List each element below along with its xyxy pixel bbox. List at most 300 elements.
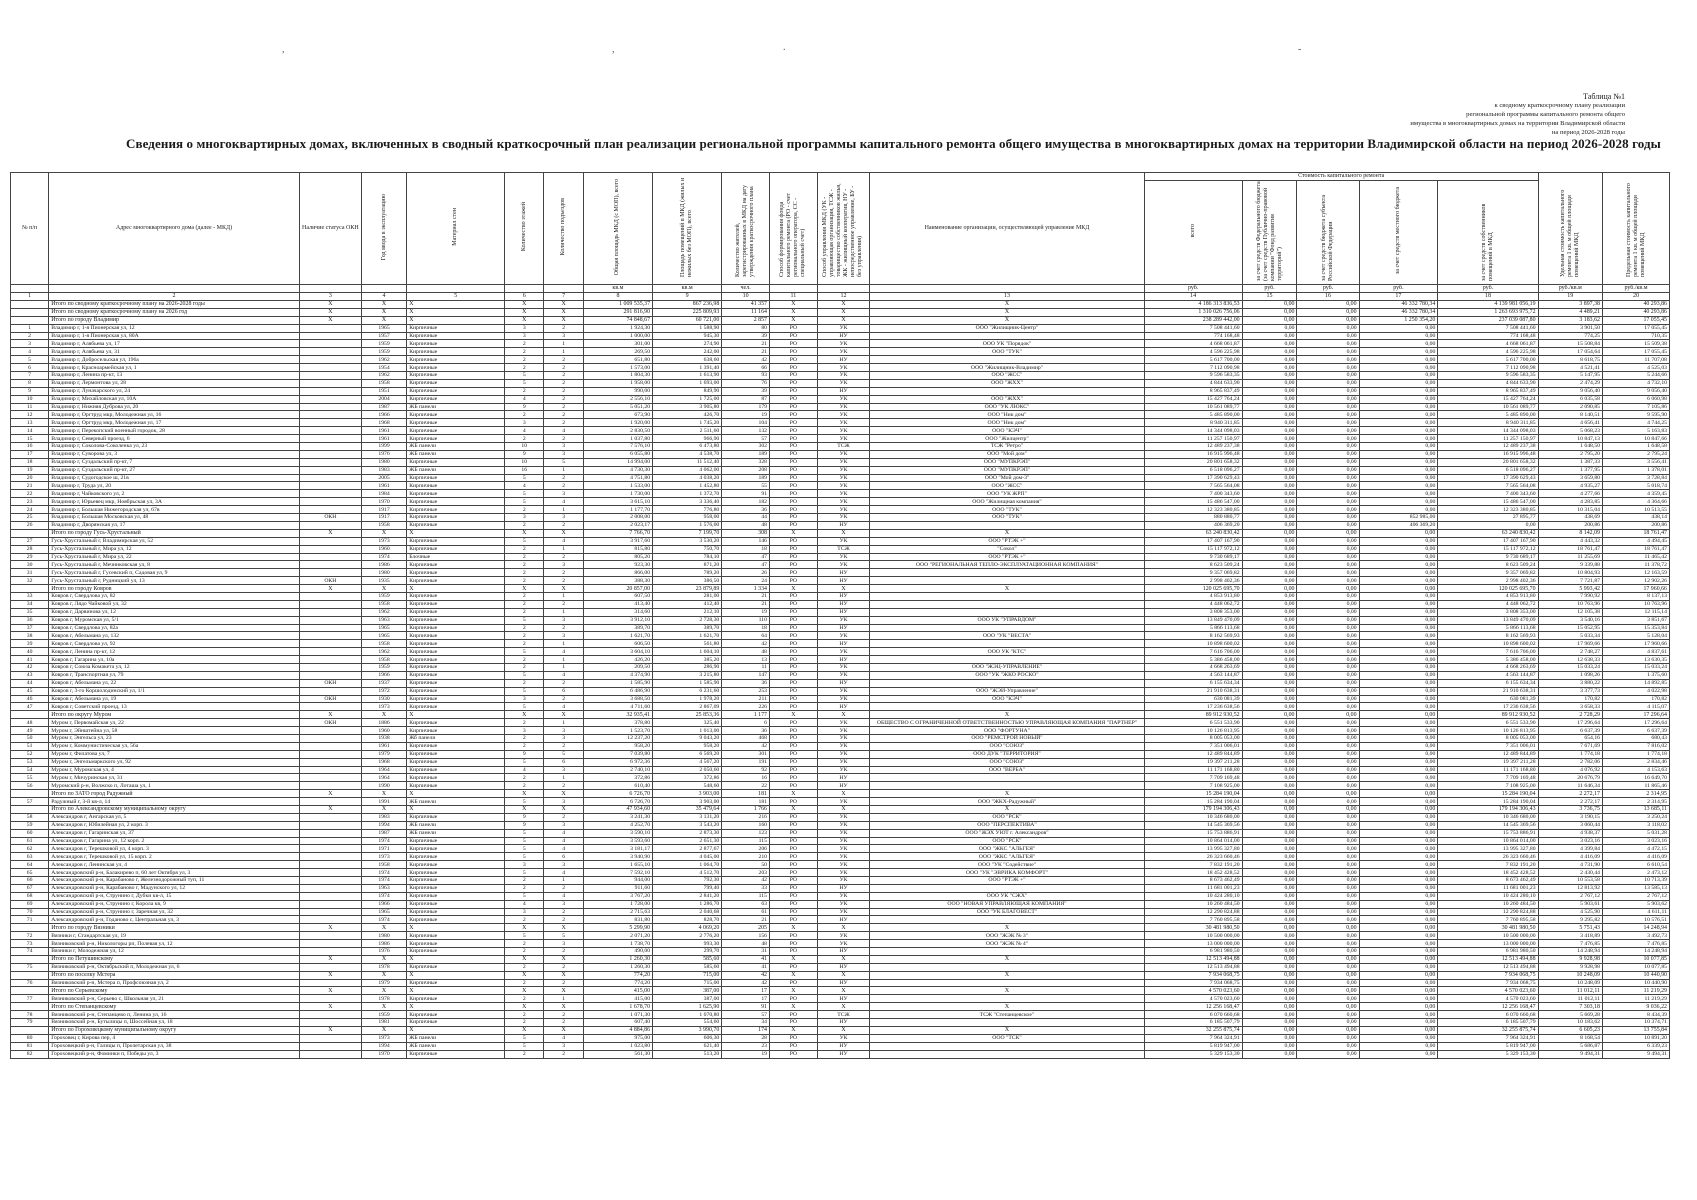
table-cell: 0,00 [1297, 1019, 1359, 1027]
table-cell: 4 045,00 [653, 853, 722, 861]
table-cell [11, 316, 49, 324]
table-cell: 4 512,70 [653, 869, 722, 877]
table-cell: 179 194 306,43 [1144, 806, 1242, 814]
table-cell: 0,00 [1297, 608, 1359, 616]
table-cell: 156 [722, 932, 770, 940]
table-cell: НУ [817, 703, 870, 711]
table-cell: РО [770, 782, 818, 790]
table-cell: 1958 [361, 521, 406, 529]
table-cell: РО [770, 948, 818, 956]
table-cell: 0,00 [1242, 545, 1297, 553]
table-cell [299, 916, 361, 924]
table-cell: 6 155 634,34 [1438, 679, 1538, 687]
table-cell: 12 513 494,88 [1438, 963, 1538, 971]
table-cell: 2 430,44 [1538, 869, 1602, 877]
table-cell: Ковров г, Абельмана ул, 132 [49, 632, 300, 640]
table-cell: ООО "УК "ЭВРИКА КОМФОРТ" [870, 869, 1145, 877]
subtotal-row [11, 711, 1670, 719]
table-cell: УК [817, 663, 870, 671]
table-cell: 23 [11, 498, 49, 506]
table-cell: 5 [505, 474, 544, 482]
table-row [11, 482, 1670, 490]
table-cell: 0,00 [1242, 853, 1297, 861]
table-cell: Итого по Александровскому муниципальному округу [49, 806, 300, 814]
table-cell: 7 721,87 [1538, 577, 1602, 585]
table-cell: 225 809,93 [653, 308, 722, 316]
table-cell: 5 128,04 [1603, 632, 1670, 640]
table-cell: 0,00 [1297, 458, 1359, 466]
table-cell: 1966 [361, 900, 406, 908]
table-cell: Муром г, Энгельса ул, 23 [49, 734, 300, 742]
table-cell: ООО "ЖЭЦ-УПРАВЛЕНИЕ" [870, 663, 1145, 671]
table-cell: Владимир г, Ленина пр-кт, 13 [49, 372, 300, 380]
table-cell: 2 [505, 916, 544, 924]
table-cell: Итого по городу Владимир [49, 316, 300, 324]
table-cell: 6 055,80 [583, 450, 652, 458]
table-cell: 5 [505, 758, 544, 766]
table-cell: 607,50 [583, 592, 652, 600]
table-cell: 0,00 [1297, 656, 1359, 664]
table-cell: 1 745,20 [653, 419, 722, 427]
table-cell: РО [770, 1042, 818, 1050]
table-cell: Итого по городу Гусь-Хрустальный [49, 529, 300, 537]
table-cell: 3 060,44 [1538, 821, 1602, 829]
table-cell: 0,00 [1297, 537, 1359, 545]
table-cell: 10 346 680,00 [1144, 813, 1242, 821]
table-cell: Владимир г, Чайковского ул, 2 [49, 490, 300, 498]
table-cell: 15 486 547,00 [1144, 498, 1242, 506]
table-cell: ООО УК "СЖХ" [870, 892, 1145, 900]
table-cell: 0,00 [1242, 482, 1297, 490]
table-cell: 0,00 [1359, 443, 1438, 451]
table-cell: РО [770, 813, 818, 821]
table-cell: 5 068,23 [1538, 427, 1602, 435]
table-cell: РО [770, 679, 818, 687]
table-cell: 76 [11, 979, 49, 987]
table-cell: 36 [11, 616, 49, 624]
table-cell: X [361, 924, 406, 932]
table-cell: 146 [722, 537, 770, 545]
table-cell: 828,70 [653, 916, 722, 924]
table-cell: 0,00 [1438, 521, 1538, 529]
table-cell: 14 248,94 [1603, 924, 1670, 932]
ref-line: имущества в многоквартирных домах на территории Владимирской области [1410, 120, 1625, 127]
table-cell: 10 576,51 [1603, 916, 1670, 924]
table-row [11, 861, 1670, 869]
table-cell [299, 758, 361, 766]
table-cell: X [770, 301, 818, 309]
table-cell: X [770, 316, 818, 324]
table-cell: 21 910 638,31 [1438, 687, 1538, 695]
table-cell: 0,00 [1297, 758, 1359, 766]
table-cell: 274,90 [653, 340, 722, 348]
table-cell [299, 340, 361, 348]
table-cell: 7 508 441,60 [1438, 324, 1538, 332]
table-cell: 25 853,36 [653, 711, 722, 719]
table-cell [870, 782, 1145, 790]
table-cell: 1 585,90 [653, 679, 722, 687]
table-cell: 0,00 [1359, 955, 1438, 963]
table-cell: 0,00 [1359, 348, 1438, 356]
subtotal-row [11, 301, 1670, 309]
table-cell: 17 960,66 [1603, 585, 1670, 593]
table-cell: 5 386 458,00 [1438, 656, 1538, 664]
table-cell: 2 [505, 356, 544, 364]
table-cell: 0,00 [1297, 466, 1359, 474]
table-cell: УК [817, 427, 870, 435]
table-cell: 181 [722, 798, 770, 806]
table-cell: 0,00 [1359, 861, 1438, 869]
table-cell: Кирпичные [407, 1019, 505, 1027]
table-cell: 0,00 [1359, 995, 1438, 1003]
table-cell: X [361, 955, 406, 963]
table-cell: Кирпичные [407, 837, 505, 845]
header-management-method: Способ управления МКД (УК - управляющая организация, ТСЖ - товарищество собственников жилья, ЖК - жилищный кооператив, НУ - непосредственное управление, БУ - без управления) [817, 173, 870, 285]
table-cell: 6 155 634,34 [1144, 679, 1242, 687]
table-cell: 4 668 061,87 [1144, 340, 1242, 348]
table-cell: 0,00 [1242, 1034, 1297, 1042]
column-number: 2 [49, 293, 300, 301]
table-cell [11, 585, 49, 593]
table-cell: РО [770, 750, 818, 758]
table-cell: 11 255,69 [1538, 553, 1602, 561]
table-cell: 0,00 [1242, 308, 1297, 316]
table-cell: 2 [505, 1050, 544, 1058]
table-cell: 32 255 875,74 [1438, 1026, 1538, 1034]
table-cell: 0,00 [1359, 1019, 1438, 1027]
table-cell: 5 329 153,30 [1438, 1050, 1538, 1058]
table-cell: X [299, 790, 361, 798]
table-cell: 41 357 [722, 301, 770, 309]
table-cell: 1973 [361, 703, 406, 711]
table-cell: 10 440,90 [1603, 979, 1670, 987]
table-cell [299, 458, 361, 466]
table-cell: 51 [11, 742, 49, 750]
table-cell: 1917 [361, 514, 406, 522]
table-cell: X [544, 585, 583, 593]
table-cell: 0,00 [1242, 719, 1297, 727]
table-cell [299, 427, 361, 435]
table-cell: Ковров г, 3-го Коршолодинский ул, 1/1 [49, 687, 300, 695]
table-cell: ОКН [299, 695, 361, 703]
table-cell: Александровский р-н, Балакирево п, 60 лет Октября ул, 3 [49, 869, 300, 877]
table-cell: 4 [505, 395, 544, 403]
table-cell: 9 [505, 403, 544, 411]
table-cell [870, 608, 1145, 616]
table-cell: 0,00 [1242, 742, 1297, 750]
table-cell: 2 050,60 [653, 766, 722, 774]
table-cell: 40 293,86 [1603, 308, 1670, 316]
table-cell: 389,70 [653, 624, 722, 632]
table-cell: 0,00 [1242, 340, 1297, 348]
table-cell: 13 849 470,09 [1144, 616, 1242, 624]
table-cell: 61 [722, 908, 770, 916]
table-cell: 93 [722, 372, 770, 380]
header-limit-cost: Предельная стоимость капитального ремонта 1 кв. м общей площади помещений МКД [1603, 173, 1670, 285]
table-cell: РО [770, 719, 818, 727]
table-cell: УК [817, 348, 870, 356]
table-cell: "Сокол" [870, 545, 1145, 553]
table-cell: РО [770, 340, 818, 348]
table-cell [299, 372, 361, 380]
table-row [11, 577, 1670, 585]
table-cell: 43 [11, 671, 49, 679]
table-cell: 4 668 263,69 [1144, 663, 1242, 671]
table-cell: 10 500 000,00 [1438, 932, 1538, 940]
table-cell: 3 [544, 632, 583, 640]
table-cell: 4 [505, 427, 544, 435]
table-cell: X [770, 1026, 818, 1034]
table-cell: 2 857 [722, 316, 770, 324]
table-cell: 0,00 [1242, 561, 1297, 569]
table-cell: 561,30 [583, 1050, 652, 1058]
table-cell [299, 1019, 361, 1027]
table-cell: 0,00 [1297, 1003, 1359, 1011]
table-cell: ОКН [299, 514, 361, 522]
table-cell: РО [770, 734, 818, 742]
table-cell: X [407, 529, 505, 537]
table-cell: Владимир г, Добросельская ул, 196а [49, 356, 300, 364]
table-cell: 680,43 [1603, 734, 1670, 742]
table-cell: X [544, 924, 583, 932]
table-cell: 1 573,00 [583, 364, 652, 372]
table-cell: 0,00 [1297, 837, 1359, 845]
table-cell: РО [770, 671, 818, 679]
table-cell: Кирпичные [407, 687, 505, 695]
table-cell: 17 [11, 450, 49, 458]
table-cell: 2 [544, 372, 583, 380]
unit-cell: руб. [1359, 285, 1438, 293]
table-cell: 0,00 [1359, 403, 1438, 411]
table-cell: 12 323 380,85 [1144, 506, 1242, 514]
table-cell: X [361, 790, 406, 798]
table-cell: 147 [722, 671, 770, 679]
table-cell: 59 [11, 821, 49, 829]
table-cell: ООО "ЖХХ" [870, 379, 1145, 387]
table-cell: 40 [11, 648, 49, 656]
table-cell: 5 051,20 [583, 403, 652, 411]
table-cell: РО [770, 766, 818, 774]
table-cell: X [299, 1026, 361, 1034]
table-cell: X [544, 316, 583, 324]
table-cell: 1 920,00 [583, 419, 652, 427]
table-cell: 6 070 660,68 [1438, 1011, 1538, 1019]
table-cell: X [544, 529, 583, 537]
table-cell: ООО "ТУК" [870, 506, 1145, 514]
table-cell: 11 219,29 [1603, 995, 1670, 1003]
table-cell [299, 656, 361, 664]
table-cell: 789,20 [653, 569, 722, 577]
table-cell: 5 163,83 [1603, 427, 1670, 435]
table-cell: УК [817, 837, 870, 845]
table-cell: 2 [544, 411, 583, 419]
table-cell: Кирпичные [407, 908, 505, 916]
table-cell: 50 [11, 734, 49, 742]
table-cell: 438,14 [1603, 514, 1670, 522]
table-cell: 46 332 780,34 [1359, 308, 1438, 316]
table-cell: 6 981 980,50 [1144, 948, 1242, 956]
table-cell: 0,00 [1297, 790, 1359, 798]
table-cell: 1976 [361, 948, 406, 956]
table-cell: 651,80 [583, 356, 652, 364]
table-cell: ЖБ панели [407, 821, 505, 829]
table-cell: 3 336,40 [653, 498, 722, 506]
table-cell: Гусь-Хрустальный г, Мира ул, 22 [49, 553, 300, 561]
table-cell: УК [817, 403, 870, 411]
table-cell: РО [770, 900, 818, 908]
table-cell: 4 115,07 [1603, 703, 1670, 711]
table-cell: 20 801 658,32 [1144, 458, 1242, 466]
table-cell: 7 108 925,00 [1438, 782, 1538, 790]
table-cell: 1959 [361, 348, 406, 356]
table-cell: 9 056,40 [1603, 387, 1670, 395]
table-cell: 0,00 [1359, 742, 1438, 750]
table-cell: 3 418,89 [1538, 932, 1602, 940]
table-cell: 5 [505, 932, 544, 940]
table-cell: 15 753 886,91 [1144, 829, 1242, 837]
table-cell: 10 898 600,02 [1438, 640, 1538, 648]
table-cell: 10 346 680,00 [1438, 813, 1538, 821]
table-cell [299, 521, 361, 529]
table-cell: 7 303,18 [1538, 1003, 1602, 1011]
table-cell [299, 648, 361, 656]
table-cell: 4 [544, 837, 583, 845]
table-row [11, 403, 1670, 411]
table-cell: 52 [11, 750, 49, 758]
table-cell [299, 592, 361, 600]
table-cell [299, 995, 361, 1003]
table-cell: 7 709 169,48 [1438, 774, 1538, 782]
table-cell: 1951 [361, 387, 406, 395]
table-cell: 12 256 168,47 [1144, 1003, 1242, 1011]
table-cell: X [407, 806, 505, 814]
table-cell: 226 [722, 703, 770, 711]
table-cell: 60 [11, 829, 49, 837]
table-cell [299, 884, 361, 892]
table-cell: 5 866 113,68 [1438, 624, 1538, 632]
table-cell: 1 391,40 [653, 364, 722, 372]
table-cell: 11 681 001,23 [1144, 884, 1242, 892]
table-cell: 0,00 [1359, 450, 1438, 458]
table-cell: 57 [722, 435, 770, 443]
table-cell: X [770, 955, 818, 963]
table-cell: 63 240 830,42 [1438, 529, 1538, 537]
table-cell: 3 [505, 332, 544, 340]
table-cell: 385,20 [653, 656, 722, 664]
table-cell [299, 348, 361, 356]
table-cell: 0,00 [1242, 553, 1297, 561]
table-cell: 56 [11, 782, 49, 790]
table-cell: 242,00 [653, 348, 722, 356]
table-cell: 0,00 [1242, 498, 1297, 506]
table-cell: 0,00 [1297, 916, 1359, 924]
table-cell [299, 379, 361, 387]
table-cell: 0,00 [1359, 340, 1438, 348]
table-cell: X [361, 308, 406, 316]
table-cell: 2 [544, 963, 583, 971]
column-number: 14 [1144, 293, 1242, 301]
table-cell: 78 [11, 1011, 49, 1019]
table-row [11, 821, 1670, 829]
table-cell: 3 [544, 727, 583, 735]
table-cell: 0,00 [1242, 711, 1297, 719]
table-cell: X [870, 806, 1145, 814]
table-cell: 3 593,60 [583, 837, 652, 845]
table-cell [870, 995, 1145, 1003]
table-cell: 815,80 [583, 545, 652, 553]
table-cell: 1968 [361, 758, 406, 766]
table-cell: 6 569,20 [653, 750, 722, 758]
table-cell: 5 [505, 648, 544, 656]
table-cell: 0,00 [1359, 592, 1438, 600]
table-cell: 911,60 [583, 884, 652, 892]
table-cell: 4 844 633,90 [1438, 379, 1538, 387]
table-cell: Кирпичные [407, 766, 505, 774]
table-cell [299, 553, 361, 561]
table-cell: 0,00 [1359, 332, 1438, 340]
table-row [11, 624, 1670, 632]
table-cell: Александров г, Терешковой ул, 15 корп. 2 [49, 853, 300, 861]
table-cell: РО [770, 703, 818, 711]
table-cell: 13 995 327,80 [1438, 845, 1538, 853]
table-cell: 2 [544, 403, 583, 411]
table-cell [299, 561, 361, 569]
table-cell: 1 [544, 545, 583, 553]
table-cell: 0,00 [1359, 490, 1438, 498]
table-cell: 4 711,60 [583, 703, 652, 711]
table-cell: X [299, 308, 361, 316]
table-cell: УК [817, 561, 870, 569]
table-cell: 63 [11, 853, 49, 861]
table-cell: 2 [505, 506, 544, 514]
table-cell: 1962 [361, 372, 406, 380]
table-cell: 2 [11, 332, 49, 340]
column-number-row [11, 293, 1670, 301]
table-cell: УК [817, 340, 870, 348]
table-cell: РО [770, 798, 818, 806]
table-cell [299, 734, 361, 742]
table-cell: 0,00 [1359, 356, 1438, 364]
table-cell: 61 [11, 837, 49, 845]
table-cell: 3 615,10 [583, 498, 652, 506]
table-cell: НУ [817, 679, 870, 687]
table-cell: 6 610,54 [1603, 861, 1670, 869]
table-cell: 3 590,10 [583, 829, 652, 837]
table-cell: 389,70 [583, 624, 652, 632]
table-cell: 14 344 098,03 [1438, 427, 1538, 435]
table-cell: 1 655,10 [583, 861, 652, 869]
table-cell: 0,00 [1297, 616, 1359, 624]
table-cell: 6 [544, 853, 583, 861]
table-cell: 12 237,20 [583, 734, 652, 742]
table-cell: Гусь-Хрустальный г, Владимирская ул, 52 [49, 537, 300, 545]
table-cell: 945,30 [653, 332, 722, 340]
table-cell: 3 [505, 695, 544, 703]
table-cell: 4 069,20 [653, 924, 722, 932]
table-cell: 80 [722, 324, 770, 332]
table-cell: 2 [505, 963, 544, 971]
table-cell: 0,00 [1359, 379, 1438, 387]
table-cell: 1978 [361, 995, 406, 1003]
table-cell: 0,00 [1242, 979, 1297, 987]
table-cell: 0,00 [1359, 498, 1438, 506]
table-cell: ООО "НОВАЯ УПРАВЛЯЮЩАЯ КОМПАНИЯ" [870, 900, 1145, 908]
table-cell: 1 [544, 340, 583, 348]
table-cell: РО [770, 932, 818, 940]
table-cell: X [505, 585, 544, 593]
table-cell: Кирпичные [407, 348, 505, 356]
table-cell: 1973 [361, 1034, 406, 1042]
